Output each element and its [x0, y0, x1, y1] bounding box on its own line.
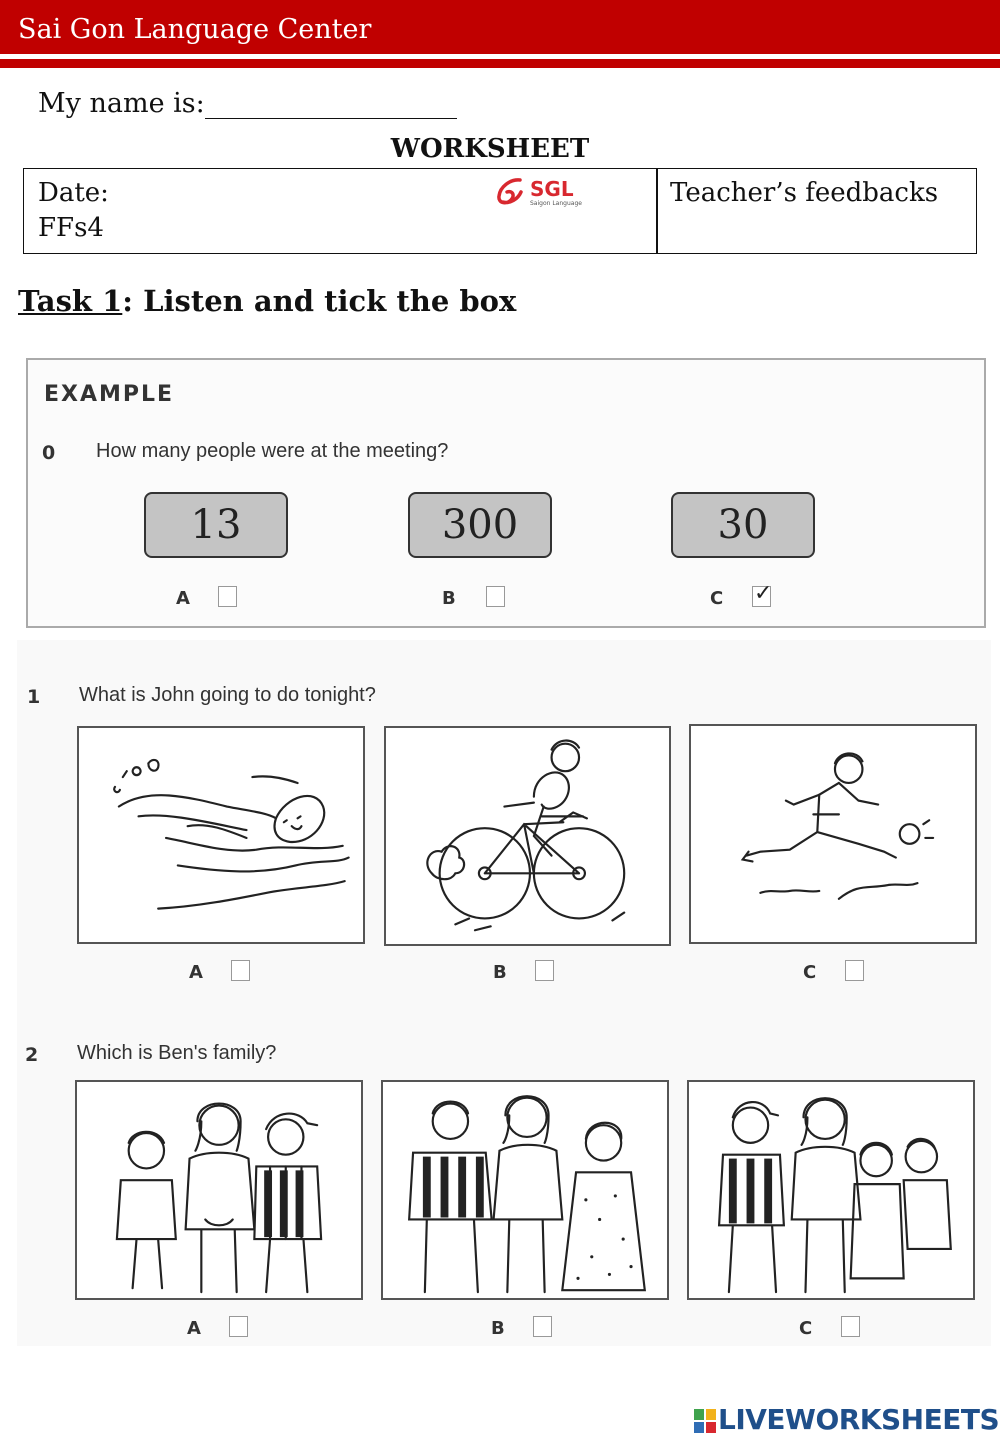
q1-option-b-letter: B: [493, 962, 507, 983]
example-label: EXAMPLE: [44, 382, 175, 407]
cycling-icon: [384, 726, 671, 946]
example-number: 0: [42, 442, 56, 464]
option-b-letter: B: [442, 588, 456, 609]
liveworksheets-brand: LIVEWORKSHEETS: [718, 1403, 1000, 1436]
class-code: FFs4: [38, 213, 104, 243]
option-a-letter: A: [176, 588, 190, 609]
task-label: Task 1: [18, 284, 123, 318]
option-b-value: 300: [408, 492, 552, 558]
option-c-letter: C: [710, 588, 724, 609]
question-1-text: What is John going to do tonight?: [79, 684, 376, 706]
question-2-text: Which is Ben's family?: [77, 1042, 277, 1064]
family-b-icon: [381, 1080, 669, 1300]
liveworksheets-logo: [694, 1403, 1000, 1437]
example-checkbox-b[interactable]: [486, 586, 505, 607]
example-checkbox-a[interactable]: [218, 586, 237, 607]
worksheet-title: WORKSHEET: [390, 134, 590, 164]
center-name: Sai Gon Language Center: [18, 14, 372, 45]
q2-checkbox-b[interactable]: [533, 1316, 552, 1337]
option-a-value: 13: [144, 492, 288, 558]
q1-checkbox-b[interactable]: [535, 960, 554, 981]
header-rule: [0, 59, 1000, 68]
family-a-icon: [75, 1080, 363, 1300]
sgl-logo: [494, 175, 594, 209]
example-question: How many people were at the meeting?: [96, 440, 449, 462]
table-divider: [656, 169, 658, 253]
task-heading: [18, 284, 516, 318]
feedback-label: Teacher’s feedbacks: [670, 178, 939, 208]
name-field-row: [38, 88, 457, 119]
sgl-swoosh-icon: [494, 177, 528, 207]
example-box: [26, 358, 986, 628]
liveworksheets-icon: [694, 1409, 716, 1433]
football-icon: [689, 724, 977, 944]
q2-option-b-letter: B: [491, 1318, 505, 1339]
family-c-icon: [687, 1080, 975, 1300]
sgl-logo-text: SGL: [530, 177, 574, 201]
swimming-icon: [77, 726, 365, 944]
question-2-number: 2: [25, 1044, 39, 1066]
sgl-logo-subtext: Saigon Language: [530, 200, 582, 207]
name-blank[interactable]: [205, 91, 457, 119]
questions-area: [17, 640, 991, 1346]
q1-checkbox-c[interactable]: [845, 960, 864, 981]
q2-option-c-letter: C: [799, 1318, 813, 1339]
date-label: Date:: [38, 178, 109, 208]
name-label: My name is:: [38, 88, 205, 119]
q2-checkbox-c[interactable]: [841, 1316, 860, 1337]
q1-option-c-letter: C: [803, 962, 817, 983]
info-table: [23, 168, 977, 254]
question-1-number: 1: [27, 686, 41, 708]
option-c-value: 30: [671, 492, 815, 558]
q1-checkbox-a[interactable]: [231, 960, 250, 981]
q2-option-a-letter: A: [187, 1318, 201, 1339]
q1-option-a-letter: A: [189, 962, 203, 983]
task-instruction: : Listen and tick the box: [122, 284, 517, 318]
q2-checkbox-a[interactable]: [229, 1316, 248, 1337]
example-checkbox-c[interactable]: [752, 581, 773, 607]
header-bar: [0, 0, 1000, 54]
checkmark-icon: ✓: [754, 581, 773, 606]
